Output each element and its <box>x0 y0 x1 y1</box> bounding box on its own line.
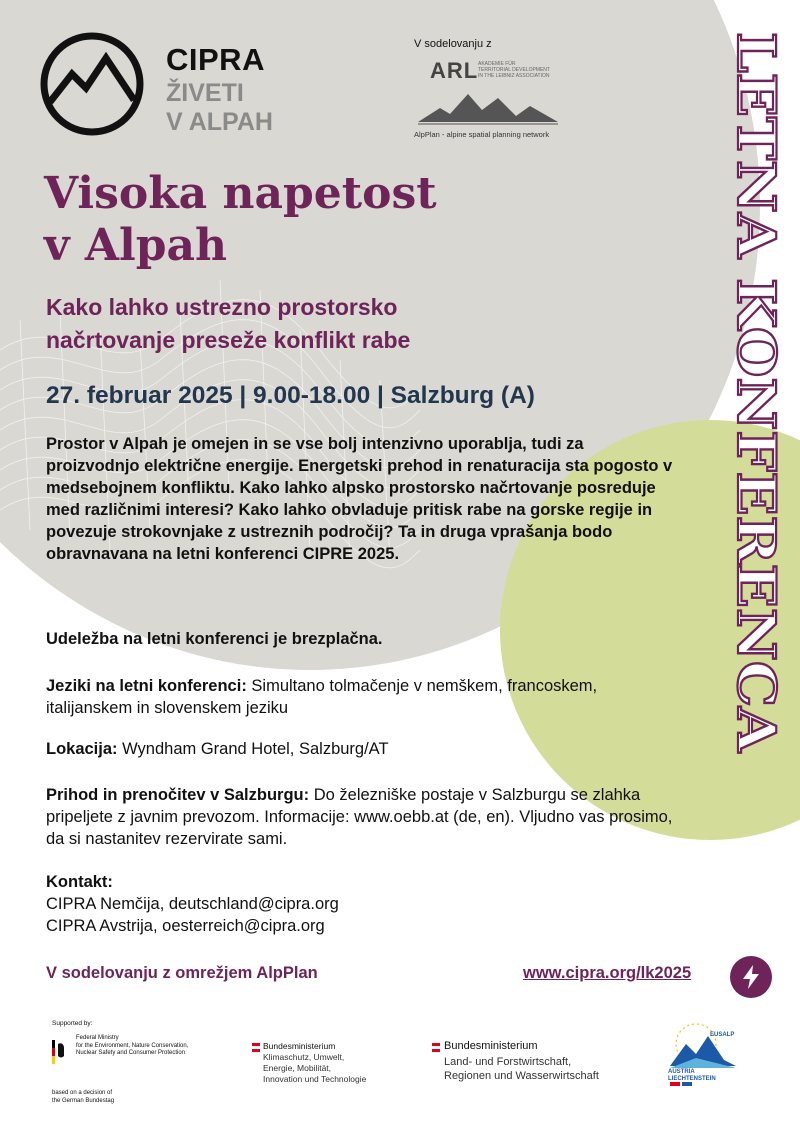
travel-info <box>46 784 686 850</box>
austria-flag-icon <box>432 1043 440 1052</box>
bundestag-note <box>52 1090 162 1105</box>
languages-value: Simultano tolmačenje v nemškem, francoskem, italijanskem in slovenskem jeziku <box>46 677 598 717</box>
location-info <box>46 738 686 760</box>
bmk-ministry-name <box>263 1052 413 1085</box>
vertical-banner <box>724 28 790 758</box>
intro-paragraph: Prostor v Alpah je omejen in se vse bolj intenzivno uporablja, tudi za proizvodnjo električne energije. Energetski prehod in renaturacija sta pogosto v medsebojnem konfliktu. Kako lahko alpsko prostorsko načrtovanje posreduje med različnimi interesi? Kako lahko obvladuje pritisk rabe na gorske regije in povezuje strokovnjake z ustreznih področij? Ta in druga vprašanja bodo obravnavana na letni konferenci CIPRE 2025. <box>46 435 673 563</box>
contact-info <box>46 871 686 937</box>
arl-full-line2: TERRITORIAL DEVELOPMENT <box>478 67 550 73</box>
contact-label: Kontakt: <box>46 873 113 891</box>
bml-line1: Land- und Forstwirtschaft, <box>444 1056 572 1068</box>
network-note: V sodelovanju z omrežjem AlpPlan <box>46 964 318 982</box>
brand-name: CIPRA <box>166 42 265 77</box>
contact-austria: CIPRA Avstrija, oesterreich@cipra.org <box>46 917 325 935</box>
vertical-banner-text: LETNA KONFERENCA <box>725 32 786 679</box>
conference-link[interactable]: www.cipra.org/lk2025 <box>523 964 692 982</box>
bundestag-line1: based on a decision of <box>52 1090 113 1096</box>
arl-full-line3: IN THE LEIBNIZ ASSOCIATION <box>478 73 550 79</box>
bml-line2: Regionen und Wasserwirtschaft <box>444 1070 599 1082</box>
bml-ministry-name <box>444 1055 644 1083</box>
eusalp-liechtenstein: LIECHTENSTEIN <box>668 1076 716 1082</box>
location-label: Lokacija: <box>46 740 118 758</box>
page-subtitle-line2: načrtovanje preseže konflikt rabe <box>46 327 411 353</box>
arl-full-name <box>478 61 550 79</box>
arl-full-line1: AKADEMIE FÜR <box>478 61 516 67</box>
event-dateline: 27. februar 2025 | 9.00-18.00 | Salzburg (A) <box>46 382 535 409</box>
page-subtitle-line1: Kako lahko ustrezno prostorsko <box>46 294 398 320</box>
cooperation-label: V sodelovanju z <box>414 38 492 50</box>
cipra-mountain-logo-icon <box>36 28 148 140</box>
alpplan-network-name: AlpPlan - alpine spatial planning network <box>414 130 550 139</box>
page-title <box>44 168 644 272</box>
eusalp-name: EUSALP <box>710 1032 735 1038</box>
page-subtitle <box>46 291 606 357</box>
travel-value: Do železniške postaje v Salzburgu se zlahka pripeljete z javnim prevozom. Informacije: www.oebb.at (de, en). Vljudno vas prosimo, da si nastanitev rezervirate sami. <box>46 786 673 848</box>
bmu-ministry-name <box>76 1035 206 1058</box>
travel-label: Prihod in prenočitev v Salzburgu: <box>46 786 310 804</box>
page-title-line1: Visoka napetost <box>44 168 437 219</box>
bundestag-line2: the German Bundestag <box>52 1097 115 1104</box>
languages-info <box>46 675 686 719</box>
austria-flag-icon <box>252 1043 260 1052</box>
page-title-line2: v Alpah <box>44 220 228 271</box>
arl-logo-text: ARL <box>430 58 479 83</box>
brand-tagline <box>166 79 273 137</box>
lightning-bolt-icon[interactable] <box>730 956 772 998</box>
languages-label: Jeziki na letni konferenci: <box>46 677 247 695</box>
free-participation-note: Udeležba na letni konferenci je brezplačna. <box>46 630 383 648</box>
contact-germany: CIPRA Nemčija, deutschland@cipra.org <box>46 895 339 913</box>
eusalp-presidency <box>668 1069 748 1083</box>
bmu-line1: Federal Ministry <box>76 1035 119 1041</box>
eusalp-austria: AUSTRIA <box>668 1069 695 1075</box>
lightning-bolt-glyph-icon <box>740 964 762 990</box>
location-value: Wyndham Grand Hotel, Salzburg/AT <box>122 740 389 758</box>
bmk-line3: Innovation und Technologie <box>263 1074 367 1084</box>
bmk-line1: Klimaschutz, Umwelt, <box>263 1052 345 1062</box>
alpplan-mountains-icon <box>418 86 558 126</box>
german-flag-icon <box>52 1040 66 1064</box>
supported-by-label: Supported by: <box>52 1020 93 1027</box>
bmu-line3: Nuclear Safety and Consumer Protection <box>76 1050 186 1056</box>
bmk-line2: Energie, Mobilität, <box>263 1063 332 1073</box>
bmu-line2: for the Environment, Nature Conservation, <box>76 1042 189 1049</box>
brand-tagline-line2: V ALPAH <box>166 108 273 136</box>
bml-ministry-title: Bundesministerium <box>444 1040 538 1052</box>
brand-tagline-line1: ŽIVETI <box>166 79 244 107</box>
bmk-ministry-title: Bundesministerium <box>263 1041 336 1051</box>
